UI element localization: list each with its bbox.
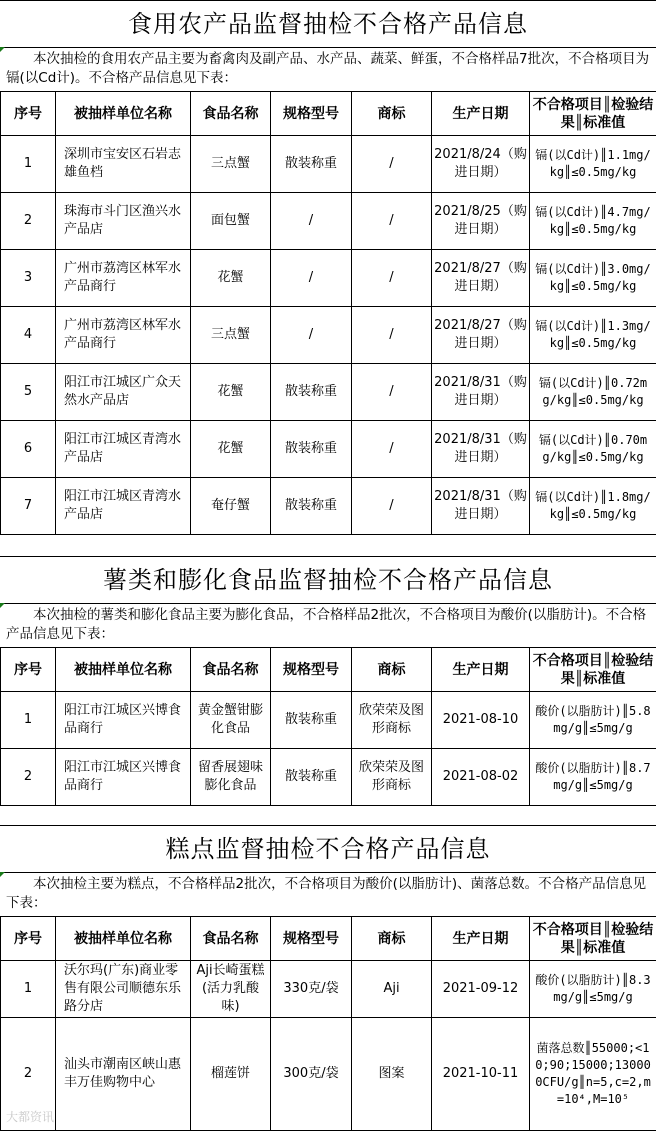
section-description: 本次抽检主要为糕点，不合格样品2批次，不合格项目为酸价(以脂肪计)、菌落总数。不合格产品信息见下表： (6, 876, 647, 911)
header-spec: 规格型号 (271, 648, 352, 692)
header-food: 食品名称 (191, 917, 271, 961)
table-row (1, 478, 656, 535)
cell-unit: 阳江市江城区兴博食品商行 (56, 749, 191, 806)
header-result: 不合格项目║检验结果║标准值 (530, 648, 656, 692)
cell-result: 镉(以Cd计)║0.72mg/kg║≤0.5mg/kg (530, 364, 656, 421)
cell-unit: 汕头市潮南区峡山惠丰万佳购物中心 (56, 1018, 191, 1131)
cell-result: 镉(以Cd计)║4.7mg/kg║≤0.5mg/kg (530, 193, 656, 250)
cell-brand: 欣荣荣及图形商标 (352, 749, 432, 806)
cell-index: 5 (1, 364, 56, 421)
cell-date: 2021-10-11 (432, 1018, 530, 1131)
cell-date: 2021/8/31（购进日期） (432, 364, 530, 421)
table-row (1, 136, 656, 193)
cell-food: 花蟹 (191, 364, 271, 421)
cell-spec: 散装称重 (271, 364, 352, 421)
header-spec: 规格型号 (271, 917, 352, 961)
cell-unit: 深圳市宝安区石岩志雄鱼档 (56, 136, 191, 193)
table-puffed-food (0, 647, 656, 806)
cell-spec: 散装称重 (271, 421, 352, 478)
cell-date: 2021-09-12 (432, 961, 530, 1018)
cell-unit: 阳江市江城区兴博食品商行 (56, 692, 191, 749)
section-pastry (0, 825, 656, 1106)
cell-brand: Aji (352, 961, 432, 1018)
watermark-logo: 大都资讯 (6, 1110, 55, 1124)
header-spec: 规格型号 (271, 92, 352, 136)
cell-food: 三点蟹 (191, 136, 271, 193)
cell-marker-icon (0, 603, 5, 608)
cell-result: 镉(以Cd计)║1.1mg/kg║≤0.5mg/kg (530, 136, 656, 193)
header-brand: 商标 (352, 917, 432, 961)
cell-food: 榴莲饼 (191, 1018, 271, 1131)
cell-brand: / (352, 364, 432, 421)
cell-spec: / (271, 193, 352, 250)
cell-food: Aji长崎蛋糕(活力乳酸味) (191, 961, 271, 1018)
cell-brand: / (352, 307, 432, 364)
section-title: 糕点监督抽检不合格产品信息 (0, 825, 656, 873)
cell-brand: / (352, 193, 432, 250)
cell-spec: / (271, 250, 352, 307)
header-date: 生产日期 (432, 648, 530, 692)
header-result: 不合格项目║检验结果║标准值 (530, 917, 656, 961)
cell-result: 镉(以Cd计)║1.8mg/kg║≤0.5mg/kg (530, 478, 656, 535)
section-puffed-food (0, 556, 656, 793)
cell-food: 花蟹 (191, 250, 271, 307)
cell-food: 黄金蟹钳膨化食品 (191, 692, 271, 749)
table-pastry (0, 916, 656, 1131)
cell-index: 2 (1, 1018, 56, 1131)
cell-result: 镉(以Cd计)║1.3mg/kg║≤0.5mg/kg (530, 307, 656, 364)
cell-index: 2 (1, 749, 56, 806)
table-row (1, 193, 656, 250)
cell-brand: / (352, 136, 432, 193)
cell-marker-icon (0, 47, 5, 52)
cell-brand: / (352, 421, 432, 478)
header-index: 序号 (1, 648, 56, 692)
table-row (1, 1018, 656, 1131)
cell-spec: / (271, 307, 352, 364)
cell-date: 2021-08-02 (432, 749, 530, 806)
cell-spec: 散装称重 (271, 749, 352, 806)
cell-index: 1 (1, 136, 56, 193)
cell-food: 三点蟹 (191, 307, 271, 364)
header-unit: 被抽样单位名称 (56, 917, 191, 961)
table-agricultural (0, 91, 656, 535)
cell-unit: 阳江市江城区青湾水产品店 (56, 478, 191, 535)
cell-date: 2021/8/27（购进日期） (432, 250, 530, 307)
table-row (1, 421, 656, 478)
header-date: 生产日期 (432, 92, 530, 136)
cell-unit: 阳江市江城区青湾水产品店 (56, 421, 191, 478)
header-unit: 被抽样单位名称 (56, 92, 191, 136)
cell-unit: 广州市荔湾区林军水产品商行 (56, 250, 191, 307)
cell-result: 酸价(以脂肪计)║8.3mg/g║≤5mg/g (530, 961, 656, 1018)
cell-result: 酸价(以脂肪计)║5.8mg/g║≤5mg/g (530, 692, 656, 749)
cell-unit: 沃尔玛(广东)商业零售有限公司顺德东乐路分店 (56, 961, 191, 1018)
cell-date: 2021/8/25（购进日期） (432, 193, 530, 250)
table-row (1, 307, 656, 364)
cell-result: 酸价(以脂肪计)║8.7mg/g║≤5mg/g (530, 749, 656, 806)
section-title: 薯类和膨化食品监督抽检不合格产品信息 (0, 556, 656, 604)
header-index: 序号 (1, 92, 56, 136)
header-index: 序号 (1, 917, 56, 961)
section-title: 食用农产品监督抽检不合格产品信息 (0, 0, 656, 48)
header-brand: 商标 (352, 648, 432, 692)
cell-brand: / (352, 478, 432, 535)
cell-spec: 散装称重 (271, 136, 352, 193)
table-row (1, 364, 656, 421)
cell-spec: 散装称重 (271, 478, 352, 535)
header-brand: 商标 (352, 92, 432, 136)
table-row (1, 692, 656, 749)
cell-brand: / (352, 250, 432, 307)
cell-spec: 330克/袋 (271, 961, 352, 1018)
cell-food: 花蟹 (191, 421, 271, 478)
header-unit: 被抽样单位名称 (56, 648, 191, 692)
cell-index: 3 (1, 250, 56, 307)
cell-result: 镉(以Cd计)║3.0mg/kg║≤0.5mg/kg (530, 250, 656, 307)
cell-unit: 珠海市斗门区渔兴水产品店 (56, 193, 191, 250)
header-date: 生产日期 (432, 917, 530, 961)
section-description: 本次抽检的食用农产品主要为畜禽肉及副产品、水产品、蔬菜、鲜蛋，不合格样品7批次，不合格项目为镉(以Cd计)。不合格产品信息见下表： (6, 51, 650, 86)
cell-date: 2021/8/31（购进日期） (432, 421, 530, 478)
cell-brand: 欣荣荣及图形商标 (352, 692, 432, 749)
cell-index: 4 (1, 307, 56, 364)
cell-result: 菌落总数║55000;<10;90;15000;130000CFU/g║n=5,c=2,m=10⁴,M=10⁵ (530, 1018, 656, 1131)
cell-date: 2021/8/24（购进日期） (432, 136, 530, 193)
cell-food: 面包蟹 (191, 193, 271, 250)
cell-spec: 散装称重 (271, 692, 352, 749)
cell-unit: 广州市荔湾区林军水产品商行 (56, 307, 191, 364)
table-row (1, 250, 656, 307)
cell-food: 奄仔蟹 (191, 478, 271, 535)
cell-marker-icon (0, 872, 5, 877)
cell-date: 2021/8/27（购进日期） (432, 307, 530, 364)
table-row (1, 961, 656, 1018)
section-agricultural (0, 0, 656, 522)
cell-index: 7 (1, 478, 56, 535)
cell-index: 6 (1, 421, 56, 478)
cell-brand: 图案 (352, 1018, 432, 1131)
header-result: 不合格项目║检验结果║标准值 (530, 92, 656, 136)
cell-spec: 300克/袋 (271, 1018, 352, 1131)
cell-result: 镉(以Cd计)║0.70mg/kg║≤0.5mg/kg (530, 421, 656, 478)
header-food: 食品名称 (191, 92, 271, 136)
cell-index: 2 (1, 193, 56, 250)
table-row (1, 749, 656, 806)
cell-index: 1 (1, 961, 56, 1018)
section-description: 本次抽检的薯类和膨化食品主要为膨化食品，不合格样品2批次，不合格项目为酸价(以脂肪计)。不合格产品信息见下表： (6, 607, 647, 642)
header-food: 食品名称 (191, 648, 271, 692)
cell-date: 2021-08-10 (432, 692, 530, 749)
cell-food: 留香展翅味膨化食品 (191, 749, 271, 806)
cell-date: 2021/8/31（购进日期） (432, 478, 530, 535)
cell-index: 1 (1, 692, 56, 749)
cell-unit: 阳江市江城区广众天然水产品店 (56, 364, 191, 421)
